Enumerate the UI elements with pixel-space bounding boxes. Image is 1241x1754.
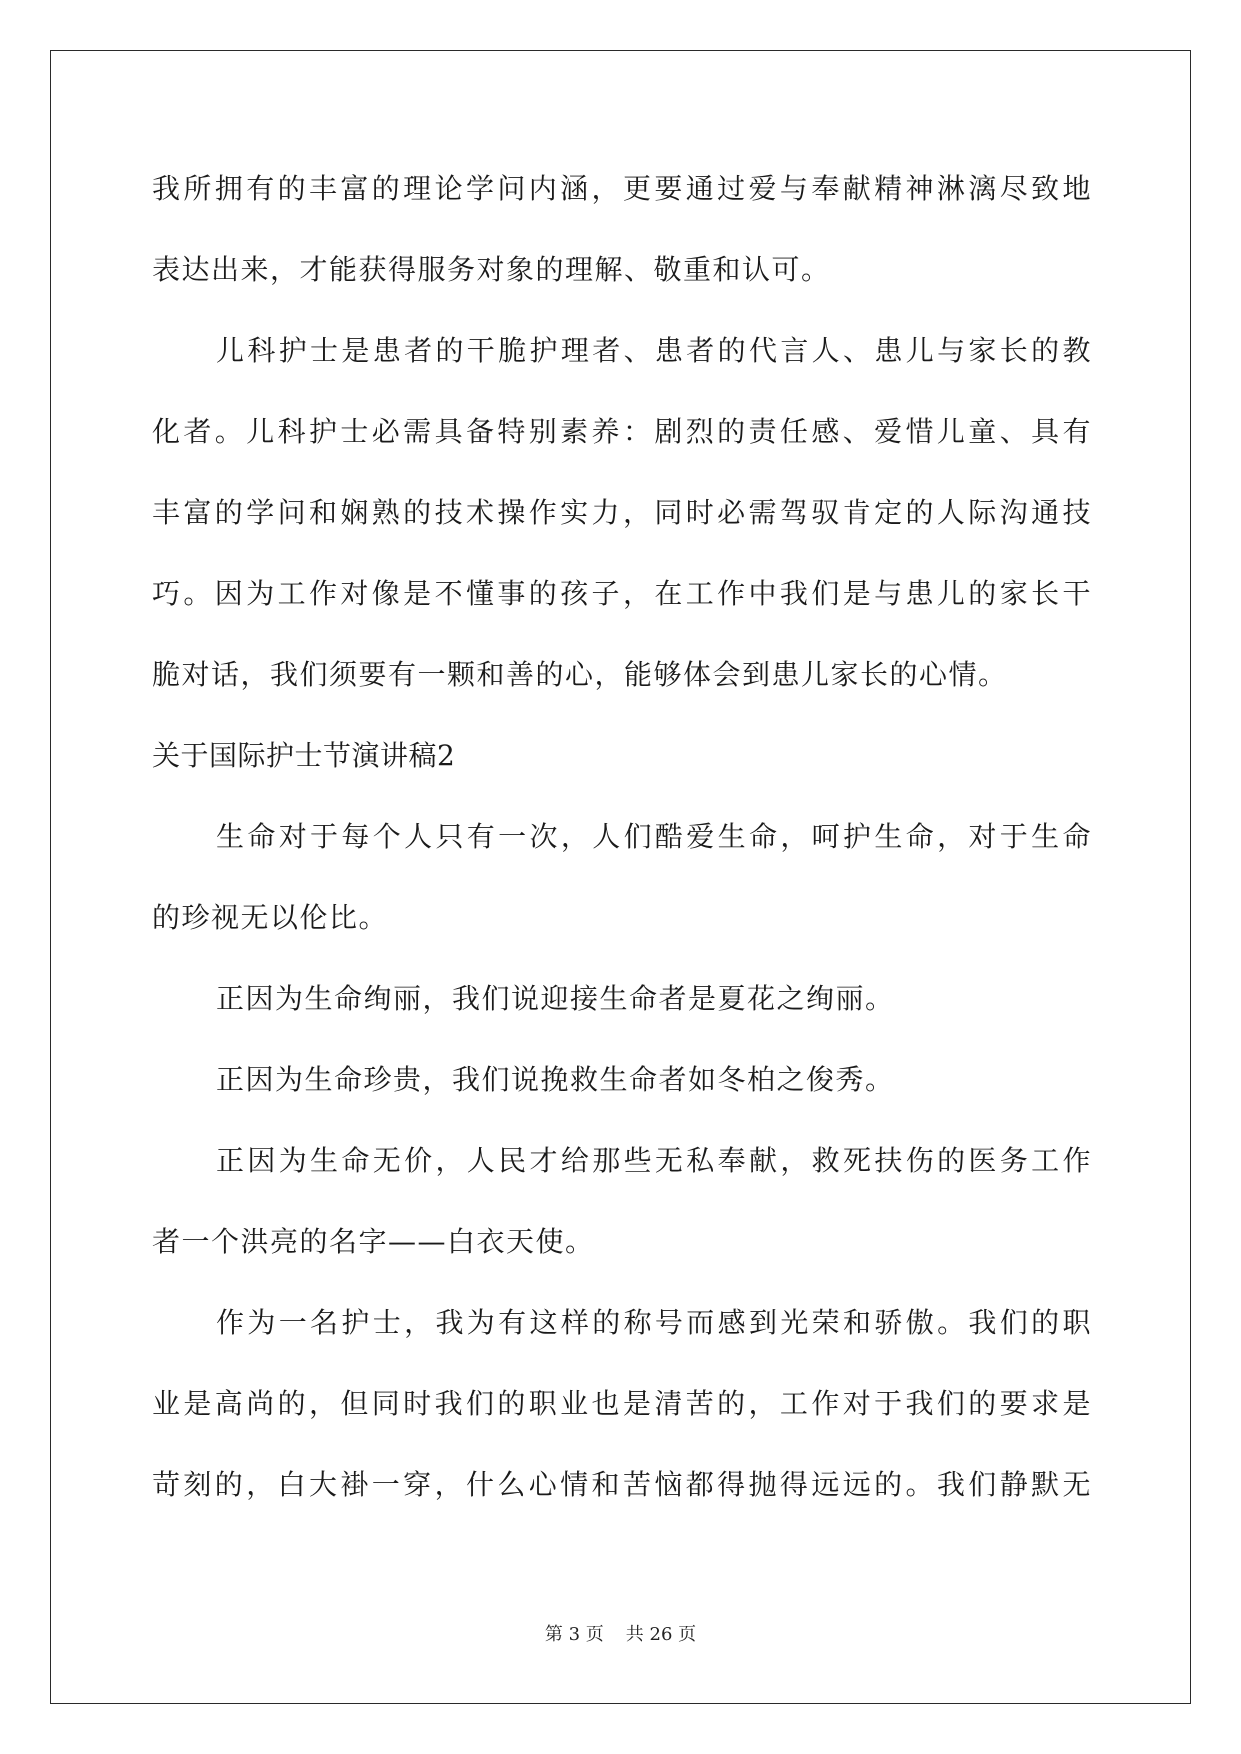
- body-line-13: 正因为生命无价，人民才给那些无私奉献，救死扶伤的医务工作: [216, 1144, 1092, 1177]
- body-line-10: 的珍视无以伦比。: [152, 901, 389, 934]
- document-body: [152, 160, 1092, 1537]
- total-pages-label: 共 26 页: [625, 1624, 697, 1645]
- body-line-5: 丰富的学问和娴熟的技术操作实力，同时必需驾驭肯定的人际沟通技: [152, 496, 1092, 529]
- current-page-label: 第 3 页: [544, 1624, 604, 1645]
- body-line-1: 我所拥有的丰富的理论学问内涵，更要通过爱与奉献精神淋漓尽致地: [152, 172, 1092, 205]
- body-line-3: 儿科护士是患者的干脆护理者、患者的代言人、患儿与家长的教: [216, 334, 1092, 367]
- body-line-9: 生命对于每个人只有一次，人们酷爱生命，呵护生命，对于生命: [216, 820, 1092, 853]
- body-line-15: 作为一名护士，我为有这样的称号而感到光荣和骄傲。我们的职: [216, 1306, 1092, 1339]
- page-footer: [0, 1620, 1241, 1646]
- body-line-16: 业是高尚的，但同时我们的职业也是清苦的，工作对于我们的要求是: [152, 1387, 1092, 1420]
- body-line-2: 表达出来，才能获得服务对象的理解、敬重和认可。: [152, 253, 831, 286]
- body-line-11: 正因为生命绚丽，我们说迎接生命者是夏花之绚丽。: [216, 982, 895, 1015]
- body-line-4: 化者。儿科护士必需具备特别素养：剧烈的责任感、爱惜儿童、具有: [152, 415, 1092, 448]
- body-line-7: 脆对话，我们须要有一颗和善的心，能够体会到患儿家长的心情。: [152, 658, 1008, 691]
- body-line-6: 巧。因为工作对像是不懂事的孩子，在工作中我们是与患儿的家长干: [152, 577, 1092, 610]
- body-line-14: 者一个洪亮的名字——白衣天使。: [152, 1225, 595, 1258]
- body-line-12: 正因为生命珍贵，我们说挽救生命者如冬柏之俊秀。: [216, 1063, 895, 1096]
- body-line-17: 苛刻的，白大褂一穿，什么心情和苦恼都得抛得远远的。我们静默无: [152, 1468, 1092, 1501]
- section-heading: 关于国际护士节演讲稿2: [152, 739, 456, 772]
